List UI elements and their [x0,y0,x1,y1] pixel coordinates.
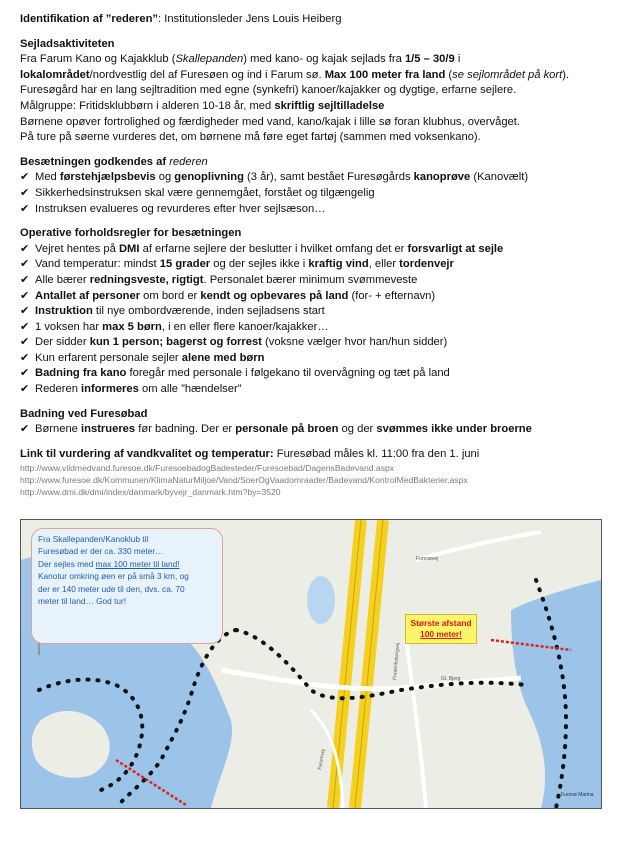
sejlads-p2: lokalområdet/nordvestlig del af Furesøen og ind i Farum sø. Max 100 meter fra land (se sejlområdet på kort). [20,68,570,81]
check-icon: ✔ [20,186,30,199]
check-icon: ✔ [20,320,30,333]
check-icon: ✔ [20,242,30,255]
check-icon: ✔ [20,202,30,215]
list-item: ✔ Med førstehjælpsbevis og genoplivning (3 år), samt bestået Furesøgårds kanoprøve (Kanovælt) [20,170,610,186]
list-item: ✔ Rederen informeres om alle ”hændelser” [20,382,610,398]
list-item: ✔ Vand temperatur: mindst 15 grader og der sejles ikke i kraftig vind, eller tordenvejr [20,257,610,273]
check-icon: ✔ [20,305,30,318]
list-item: ✔ 1 voksen har max 5 børn, i en eller flere kanoer/kajakker… [20,320,610,336]
operative-list [20,242,610,398]
list-item: ✔ Sikkerhedsinstruksen skal være gennemgået, forstået og tilgængelig [20,186,610,202]
check-icon: ✔ [20,171,30,184]
link-dmi[interactable]: http://www.dmi.dk/dmi/index/danmark/byvejr_danmark.htm?by=3520 [20,487,281,498]
road-label-4: Farumvej [317,748,327,771]
road-label-1: Frederiksborgvej [392,642,402,681]
list-item: ✔ Børnene instrueres før badning. Der er personale på broen og der svømmes ikke under broerne [20,422,610,438]
check-icon: ✔ [20,351,30,364]
road-label-3: Gl. Bjerg [441,676,461,682]
check-icon: ✔ [20,367,30,380]
list-item: ✔ Badning fra kano foregår med personale i følgekano til overvågning og tæt på land [20,366,610,382]
badning-heading: Badning ved Furesøbad [20,407,148,420]
list-item: ✔ Kun erfarent personale sejler alene med børn [20,351,610,367]
sejlads-p3: Furesøgård har en lang sejltradition med egne (synkefri) kanoer/kajakker og dygtige, erfarne sejlere. [20,84,517,97]
check-icon: ✔ [20,423,30,436]
badning-list [20,422,610,438]
corner-label: Furesø Marina [561,792,594,798]
list-item: ✔ Alle bærer redningsveste, rigtigt. Personalet bærer minimum svømmeveste [20,273,610,289]
link-vildmedvand[interactable]: http://www.vildmedvand.furesoe.dk/FuresoebadogBadesteder/Furesoebad/DagensBadevand.aspx [20,463,395,474]
check-icon: ✔ [20,383,30,396]
list-item: ✔ Vejret hentes på DMI af erfarne sejlere der beslutter i hvilket omfang det er forsvarligt at sejle [20,242,610,258]
check-icon: ✔ [20,289,30,302]
sejlads-p4: Målgruppe: Fritidsklubbørn i alderen 10-18 år, med skriftlig sejltilladelse [20,99,385,112]
check-icon: ✔ [20,273,30,286]
road-label-2: Furesøvej [416,556,439,562]
check-icon: ✔ [20,336,30,349]
list-item: ✔ Der sidder kun 1 person; bagerst og forrest (voksne vælger hvor han/hun sidder) [20,335,610,351]
list-item: ✔ Instruktion til nye ombordværende, inden sejladsens start [20,304,610,320]
sejlads-p5: Børnene opøver fortrolighed og færdigheder med vand, kano/kajak i lille sø foran klubhus, overvåget. [20,115,520,128]
check-icon: ✔ [20,258,30,271]
sejlads-heading: Sejladsaktiviteten [20,37,115,50]
map-callout: Fra Skallepanden/Kanoklub til Furesøbad er der ca. 330 meter… Der sejles med max 100 meter til land! Kanotur omkring øen er på små 3 km, og der er 140 meter ude til den, dvs. ca. 70 meter til land… God tur! [31,528,223,644]
links-line: Link til vurdering af vandkvalitet og temperatur: Furesøbad måles kl. 11:00 fra den 1. juni [20,447,480,460]
list-item: ✔ Instruksen evalueres og revurderes efter hver sejlsæson… [20,202,610,218]
list-item: ✔ Antallet af personer om bord er kendt og opbevares på land (for- + efternavn) [20,289,610,305]
besaet-list [20,170,610,217]
sejlads-p6: På ture på søerne vurderes det, om børnene må føre eget fartøj (sammen med voksenkano). [20,131,481,144]
sejlads-p1: Fra Farum Kano og Kajakklub (Skallepanden) med kano- og kajak sejlads fra 1/5 – 30/9 i [20,53,461,66]
pond [307,576,335,624]
document-page [20,12,610,498]
link-furesoe-kommune[interactable]: http://www.furesoe.dk/Kommunen/KlimaNaturMiljoe/Vand/SoerOgVaadomraader/Badevand/KontrolMedBakterier.aspx [20,475,468,486]
ident-line: Identifikation af ”rederen”: Institutionsleder Jens Louis Heiberg [20,13,342,25]
max-distance-sign: Største afstand 100 meter! [405,614,477,644]
map [20,519,602,809]
operative-heading: Operative forholdsregler for besætningen [20,227,242,240]
besaet-heading: Besætningen godkendes af rederen [20,155,208,168]
